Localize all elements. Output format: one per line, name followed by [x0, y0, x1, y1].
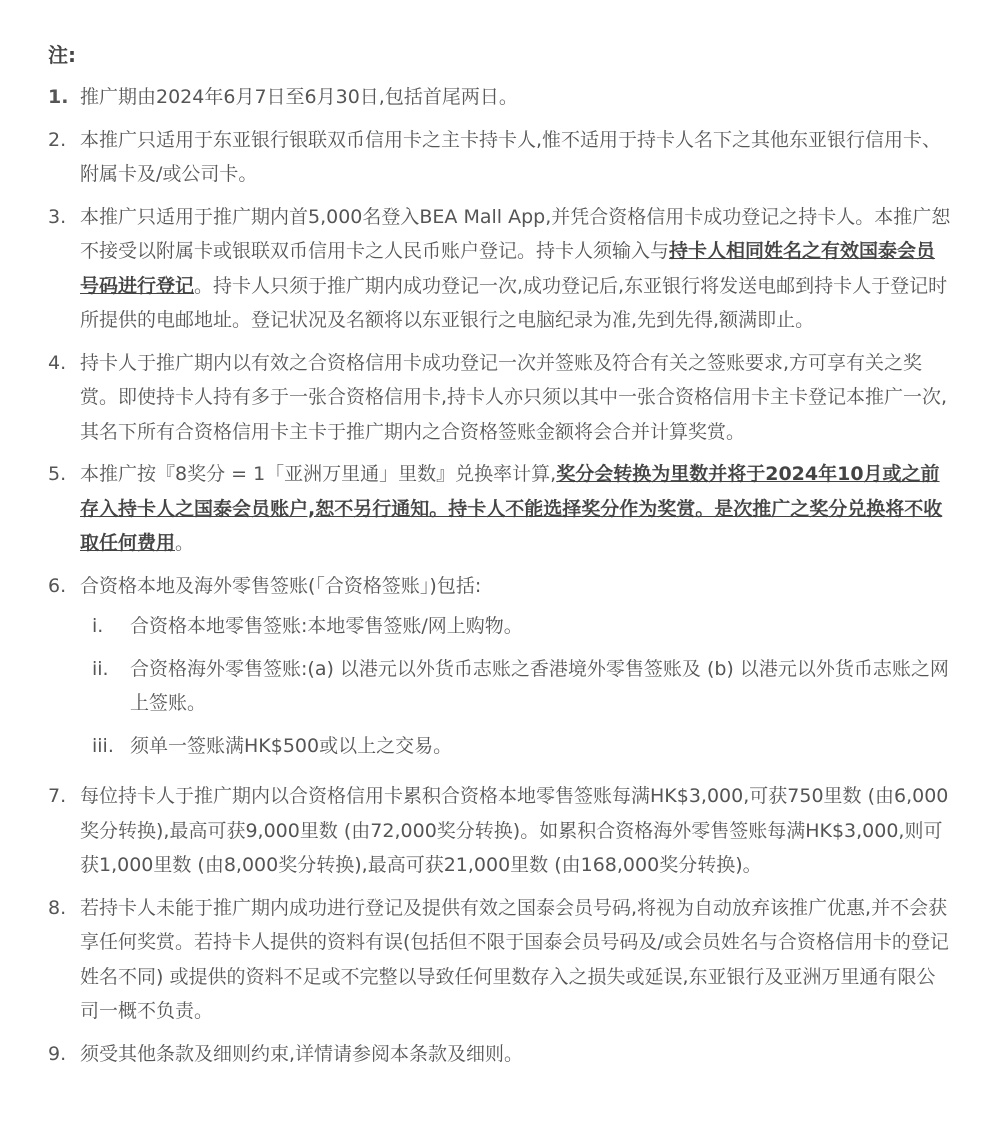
sub-item-text: 须单一签账满HK$500或以上之交易。 — [130, 734, 453, 757]
highlighted-text: 持卡人相同姓名之有效国泰会员号码进行登记 — [80, 240, 936, 297]
notes-list — [48, 80, 952, 1071]
item-text: 若持卡人未能于推广期内成功进行登记及提供有效之国泰会员号码,将视为自动放弃该推广优惠,并不会获享任何奖赏。若持卡人提供的资料有误(包括但不限于国泰会员号码及/或会员姓名与合资格信用卡的登记姓名不同) 或提供的资料不足或不完整以导致任何里数存入之损失或延误,东亚银行及亚洲万里通有限公司一概不负责。 — [80, 896, 949, 1022]
item-text: 推广期由2024年6月7日至6月30日,包括首尾两日。 — [80, 86, 518, 108]
item-number: 2. — [48, 128, 67, 151]
list-item — [48, 1037, 952, 1072]
item-body — [80, 569, 952, 772]
item-text: 本推广只适用于东亚银行银联双币信用卡之主卡持卡人,惟不适用于持卡人名下之其他东亚银行信用卡、附属卡及/或公司卡。 — [80, 128, 942, 185]
item-number: 8. — [48, 896, 67, 919]
sub-item-text: 合资格本地零售签账:本地零售签账/网上购物。 — [130, 615, 523, 637]
item-number: 3. — [48, 205, 67, 228]
sub-list — [80, 609, 952, 763]
sub-item-text: 合资格海外零售签账:(a) 以港元以外货币志账之香港境外零售签账及 (b) 以港元以外货币志账之网上签账。 — [130, 657, 949, 714]
sub-item-number: ii. — [92, 657, 109, 680]
item-text — [80, 457, 952, 561]
list-item — [48, 200, 952, 338]
list-item — [48, 779, 952, 883]
item-number: 6. — [48, 574, 67, 597]
item-number: 5. — [48, 463, 67, 485]
item-text-part: 。持卡人只须于推广期内成功登记一次,成功登记后,东亚银行将发送电邮到持卡人于登记时所提供的电邮地址。登记状况及名额将以东亚银行之电脑纪录为准,先到先得,额满即止。 — [80, 274, 948, 331]
item-text: 须受其他条款及细则约束,详情请参阅本条款及细则。 — [80, 1042, 524, 1065]
list-item — [48, 123, 952, 192]
item-text: 持卡人于推广期内以有效之合资格信用卡成功登记一次并签账及符合有关之签账要求,方可享有关之奖赏。即使持卡人持有多于一张合资格信用卡,持卡人亦只须以其中一张合资格信用卡主卡登记本推广一次,其名下所有合资格信用卡主卡于推广期内之合资格签账金额将会合并计算奖赏。 — [80, 351, 948, 443]
sub-item-number: iii. — [92, 734, 114, 757]
list-item — [48, 569, 952, 772]
item-number: 9. — [48, 1042, 67, 1065]
item-number: 7. — [48, 785, 67, 807]
item-text: 每位持卡人于推广期内以合资格信用卡累积合资格本地零售签账每满HK$3,000,可获750里数 (由6,000奖分转换),最高可获9,000里数 (由72,000奖分转换)。如累积合资格海外零售签账每满HK$3,000,则可获1,000里数 (由8,000奖分转换),最高可获21,000里数 (由168,000奖分转换)。 — [80, 785, 949, 876]
list-item — [48, 457, 952, 561]
sub-list-item — [80, 609, 952, 644]
item-number: 1. — [48, 86, 69, 108]
sub-list-item — [80, 729, 952, 764]
list-item — [48, 346, 952, 450]
item-text-part: 。 — [175, 532, 195, 554]
highlighted-text: 奖分会转换为里数并将于2024年10月或之前存入持卡人之国泰会员账户,恕不另行通知。持卡人不能选择奖分作为奖赏。是次推广之奖分兑换将不收取任何费用 — [80, 463, 943, 554]
list-item — [48, 80, 952, 115]
item-text-part: 本推广只适用于推广期内首5,000名登入BEA Mall App,并凭合资格信用卡成功登记之持卡人。本推广恕不接受以附属卡或银联双币信用卡之人民币账户登记。持卡人须输入与 — [80, 205, 951, 262]
sub-item-number: i. — [92, 615, 104, 637]
item-text — [80, 200, 952, 338]
sub-list-item — [80, 652, 952, 721]
notes-heading: 注: — [48, 43, 76, 67]
list-item — [48, 891, 952, 1029]
item-text-part: 本推广按『8奖分 = 1「亚洲万里通」里数』兑换率计算, — [80, 463, 557, 485]
item-number: 4. — [48, 351, 67, 374]
item-text: 合资格本地及海外零售签账(「合资格签账」)包括: — [80, 574, 482, 597]
